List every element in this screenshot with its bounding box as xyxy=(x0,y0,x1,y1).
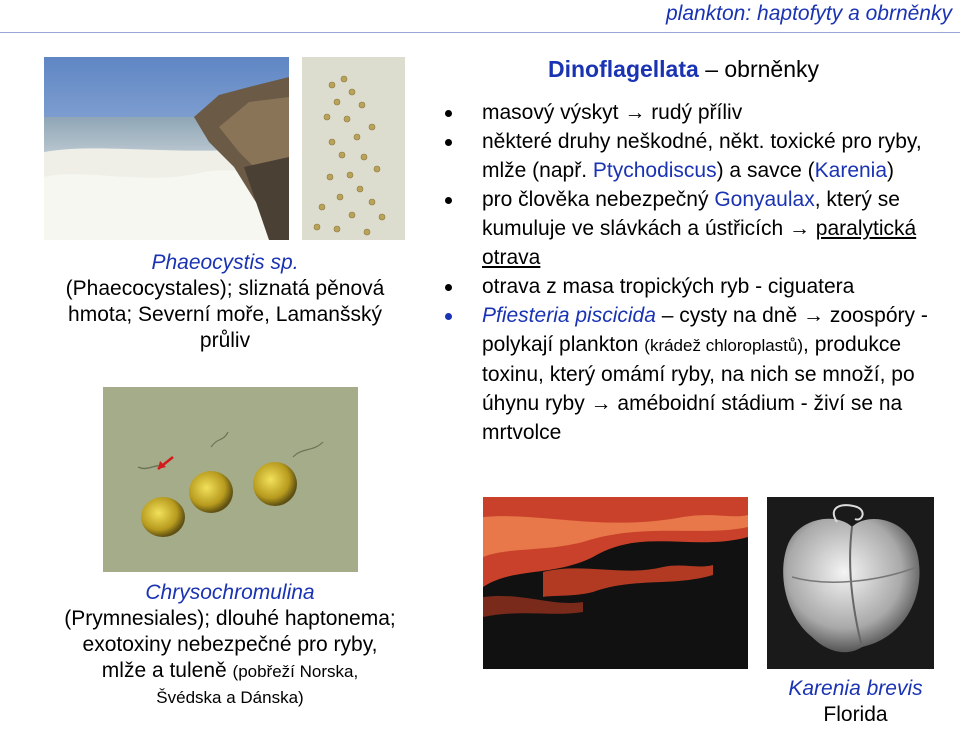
section-heading-rest: – obrněnky xyxy=(698,56,820,82)
dinoflagellata-list xyxy=(440,98,955,447)
phaeocystis-caption xyxy=(20,250,430,354)
list-item-text: ) xyxy=(887,159,895,182)
chrysochromulina-desc-1: (Prymnesiales); dlouhé haptonema; xyxy=(64,607,396,630)
red-tide-photo xyxy=(483,497,748,669)
header-divider xyxy=(0,32,960,33)
list-item-text: pro člověka nebezpečný xyxy=(482,188,715,211)
chrysochromulina-desc-3-main: mlže a tuleně xyxy=(101,659,227,682)
list-item-text: masový výskyt → rudý příliv xyxy=(482,101,743,124)
section-heading xyxy=(548,56,819,83)
list-item xyxy=(440,272,955,301)
chrysochromulina-desc-3 xyxy=(20,658,440,685)
list-item xyxy=(440,98,955,127)
karenia-name: Karenia brevis xyxy=(788,677,923,700)
list-item-text: otrava z masa tropických ryb - ciguatera xyxy=(482,275,855,298)
phaeocystis-desc-3: průliv xyxy=(199,329,251,352)
list-item-small-text: (krádež chloroplastů) xyxy=(644,336,804,355)
genus-ptychodiscus: Ptychodiscus xyxy=(592,159,717,182)
karenia-place: Florida xyxy=(823,703,888,726)
list-item-text: ) a savce ( xyxy=(716,159,815,182)
genus-karenia: Karenia xyxy=(814,159,888,182)
karenia-caption xyxy=(757,676,954,728)
chrysochromulina-desc-3-small: (pobřeží Norska, xyxy=(232,662,359,681)
phaeocystis-desc-2: hmota; Severní moře, Lamanšský xyxy=(68,303,382,326)
list-item-text: , který se kumuluje ve slávkách a ústřicích → xyxy=(482,188,900,240)
karenia-sem-photo xyxy=(767,497,934,669)
coast-foam-photo xyxy=(44,57,289,240)
phaeocystis-desc-1: (Phaecocystales); sliznatá pěnová xyxy=(65,277,385,300)
genus-gonyaulax: Gonyaulax xyxy=(714,188,815,211)
list-item-text: , produkce toxinu, který omámí ryby, na nich se množí, po úhynu ryby → améboidní stádium - živí se na mrtvolce xyxy=(482,333,915,444)
chrysochromulina-caption xyxy=(20,580,440,711)
list-item-text: některé druhy neškodné, někt. toxické pro ryby, mlže (např. xyxy=(482,130,922,182)
list-item xyxy=(440,127,955,185)
phaeocystis-micrograph xyxy=(302,57,405,240)
chrysochromulina-desc-4: Švédska a Dánska) xyxy=(156,688,304,707)
page-title: plankton: haptofyty a obrněnky xyxy=(665,2,952,25)
list-item-text: – cysty na dně → zoospóry - polykají plankton xyxy=(482,304,928,356)
list-item xyxy=(440,301,955,447)
chrysochromulina-desc-2: exotoxiny nebezpečné pro ryby, xyxy=(82,633,378,656)
section-heading-strong: Dinoflagellata xyxy=(548,56,699,82)
list-item xyxy=(440,185,955,272)
phaeocystis-name: Phaeocystis sp. xyxy=(151,251,299,274)
paralytic-poisoning-term: paralytická otrava xyxy=(482,217,917,269)
chrysochromulina-micrograph xyxy=(103,387,358,572)
species-pfiesteria: Pfiesteria piscicida xyxy=(482,304,656,327)
chrysochromulina-name: Chrysochromulina xyxy=(145,581,315,604)
